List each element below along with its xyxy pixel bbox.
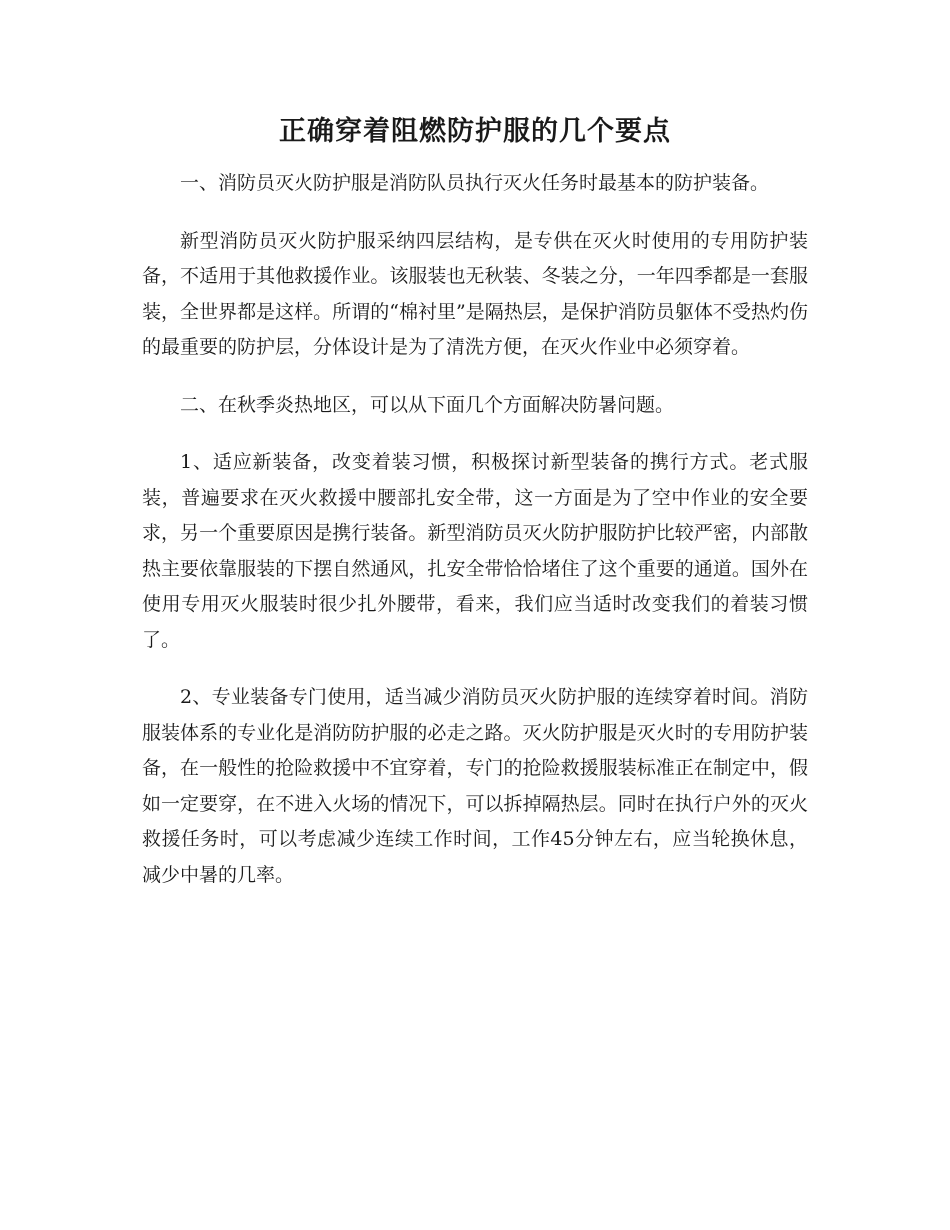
paragraph-structure: 新型消防员灭火防护服采纳四层结构，是专供在灭火时使用的专用防护装备，不适用于其他救援作业。该服装也无秋装、冬装之分，一年四季都是一套服装，全世界都是这样。所谓的“棉衬里”是隔热层，是保护消防员躯体不受热灼伤的最重要的防护层，分体设计是为了清洗方便，在灭火作业中必须穿着。 — [142, 229, 808, 358]
document-title: 正确穿着阻燃防护服的几个要点 — [279, 116, 671, 147]
paragraph-point-two: 2、专业装备专门使用，适当减少消防员灭火防护服的连续穿着时间。消防服装体系的专业化是消防防护服的必走之路。灭火防护服是灭火时的专用防护装备，在一般性的抢险救援中不宜穿着，专门的抢险救援服装标准正在制定中，假如一定要穿，在不进入火场的情况下，可以拆掉隔热层。同时在执行户外的灭火救援任务时，可以考虑减少连续工作时间，工作45分钟左右，应当轮换休息，减少中暑的几率。 — [142, 686, 808, 886]
paragraph-section-two: 二、在秋季炎热地区，可以从下面几个方面解决防暑问题。 — [180, 393, 675, 416]
paragraph-section-one: 一、消防员灭火防护服是消防队员执行灭火任务时最基本的防护装备。 — [180, 172, 770, 194]
paragraph-point-one: 1、适应新装备，改变着装习惯，积极探讨新型装备的携行方式。老式服装，普遍要求在灭火救援中腰部扎安全带，这一方面是为了空中作业的安全要求，另一个重要原因是携行装备。新型消防员灭火防护服防护比较严密，内部散热主要依靠服装的下摆自然通风，扎安全带恰恰堵住了这个重要的通道。国外在使用专用灭火服装时很少扎外腰带，看来，我们应当适时改变我们的着装习惯了。 — [142, 451, 808, 651]
